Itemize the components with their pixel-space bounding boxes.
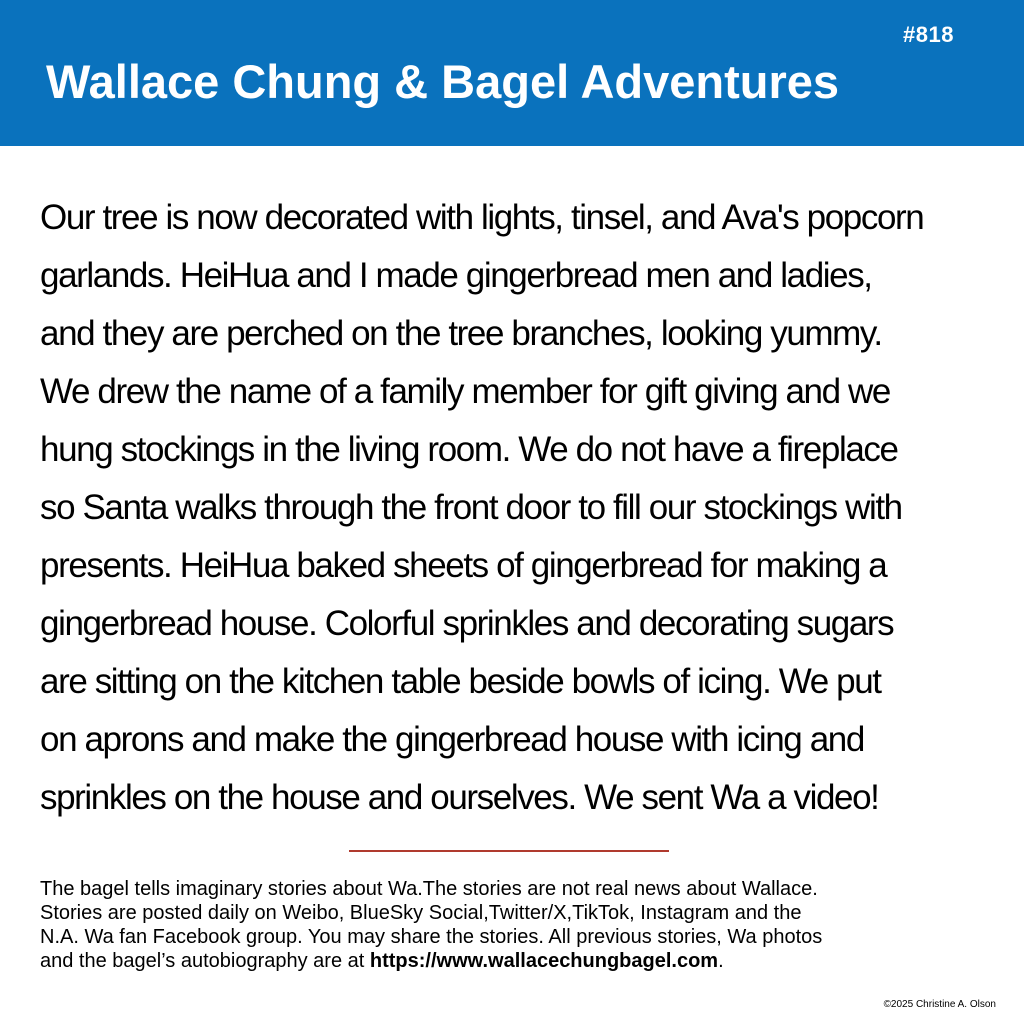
footer-line: The bagel tells imaginary stories about Wa.The stories are not real news about Wallace. xyxy=(40,878,818,900)
story-line: Our tree is now decorated with lights, tinsel, and Ava's popcorn xyxy=(40,198,924,237)
story-line: are sitting on the kitchen table beside bowls of icing. We put xyxy=(40,662,881,701)
copyright-notice: ©2025 Christine A. Olson xyxy=(883,999,996,1010)
story-line: hung stockings in the living room. We do not have a fireplace xyxy=(40,430,898,469)
story-line: garlands. HeiHua and I made gingerbread men and ladies, xyxy=(40,256,872,295)
story-line: and they are perched on the tree branches, looking yummy. xyxy=(40,314,882,353)
story-line: sprinkles on the house and ourselves. We sent Wa a video! xyxy=(40,778,879,817)
footer-line-last xyxy=(40,949,1000,973)
story-line: We drew the name of a family member for gift giving and we xyxy=(40,372,890,411)
footer-last-line-prefix: and the bagel’s autobiography are at xyxy=(40,950,370,972)
story-body xyxy=(40,189,1010,827)
story-line: presents. HeiHua baked sheets of gingerbread for making a xyxy=(40,546,887,585)
divider-line xyxy=(349,850,669,852)
footer-line: N.A. Wa fan Facebook group. You may share the stories. All previous stories, Wa photos xyxy=(40,926,823,948)
footer-line: Stories are posted daily on Weibo, BlueSky Social,Twitter/X,TikTok, Instagram and the xyxy=(40,902,802,924)
footer-disclaimer xyxy=(40,877,1000,973)
story-line: gingerbread house. Colorful sprinkles and decorating sugars xyxy=(40,604,894,643)
header-banner xyxy=(0,0,1024,146)
story-line: so Santa walks through the front door to fill our stockings with xyxy=(40,488,902,527)
website-link[interactable]: https://www.wallacechungbagel.com xyxy=(369,950,719,972)
story-line: on aprons and make the gingerbread house with icing and xyxy=(40,720,864,759)
issue-number: #818 xyxy=(903,22,954,47)
footer-last-line-suffix: . xyxy=(718,950,724,972)
page-title: Wallace Chung & Bagel Adventures xyxy=(46,55,840,108)
